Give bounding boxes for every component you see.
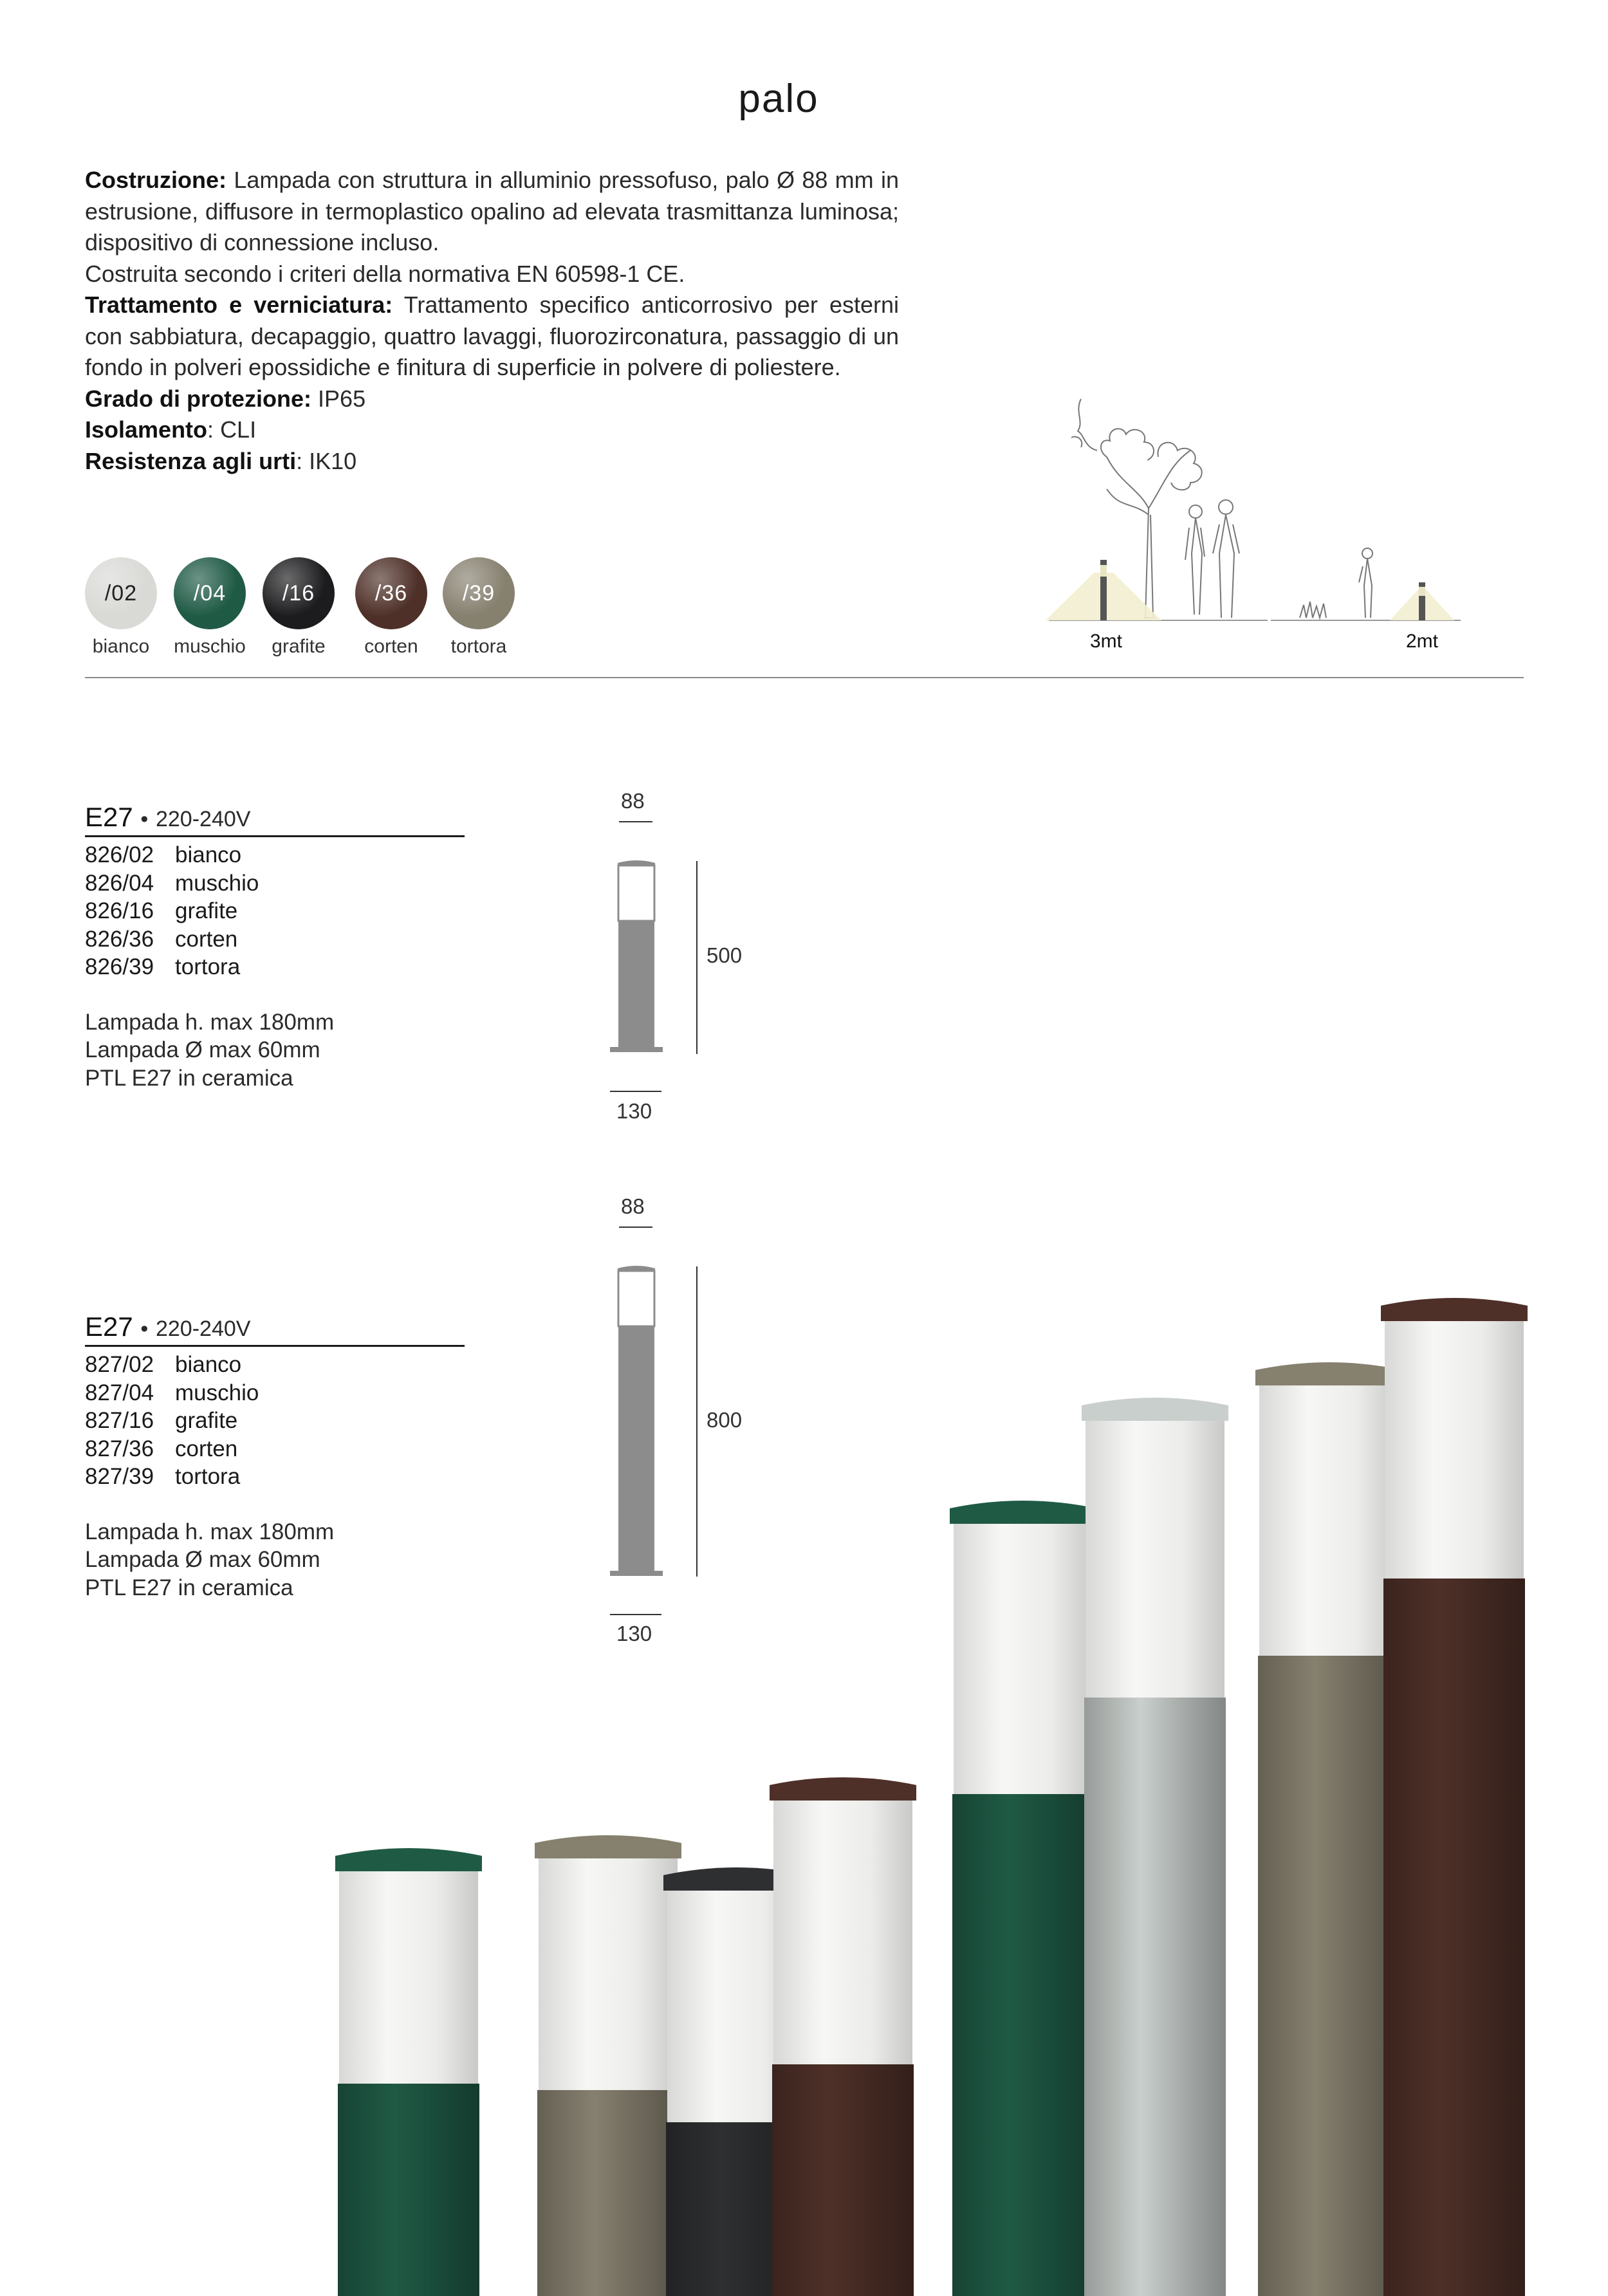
bollard-lens <box>1419 587 1425 596</box>
variant-code: 827/39 <box>85 1464 154 1489</box>
variant-name: muschio <box>175 870 259 896</box>
spec-model: E27 <box>85 802 133 832</box>
spec-separator: • <box>140 807 149 831</box>
photo-lamp <box>1381 1298 1528 2296</box>
photo-lamp <box>535 1835 681 2296</box>
variant-row <box>85 897 465 925</box>
lamp-cap <box>1255 1362 1402 1385</box>
spec-header <box>85 802 465 837</box>
finish-disc: /39 <box>443 557 515 629</box>
lamp-cap <box>950 1501 1096 1524</box>
finish-disc: /04 <box>174 557 246 629</box>
dim-tick <box>610 1091 661 1092</box>
variant-name: muschio <box>175 1380 259 1405</box>
spec-note: Lampada Ø max 60mm <box>85 1547 320 1572</box>
photo-lamp <box>950 1501 1096 2296</box>
treatment-text: Trattamento specifico anticorrosivo per esterni con sabbiatura, decapaggio, quattro lavaggi, fluorozirconatura, passaggio di un fondo in polveri epossidiche e finitura di superficie in polvere di poliestere. <box>85 292 900 380</box>
finish-name: corten <box>364 636 418 657</box>
spec-voltage: 220-240V <box>155 1317 251 1341</box>
variant-name: tortora <box>175 1464 241 1489</box>
page-title: palo <box>738 77 819 121</box>
dim-diameter: 88 <box>621 1194 645 1218</box>
lamp-cap <box>535 1835 681 1858</box>
light-cone <box>1422 589 1454 620</box>
lamp-diffuser <box>954 1524 1093 1794</box>
product-photo <box>0 1281 1608 2296</box>
light-cone <box>1046 573 1104 620</box>
lamp-body-shading <box>1383 1578 1525 2296</box>
lamp-diffuser <box>1086 1421 1224 1698</box>
photo-lamp <box>1082 1398 1228 2296</box>
protection-label: Grado di protezione: <box>85 385 312 412</box>
finish-swatch <box>174 557 246 658</box>
variant-code: 826/04 <box>85 870 154 896</box>
lamp-cap <box>335 1848 482 1871</box>
variant-name: corten <box>175 1436 238 1461</box>
lamp-cap <box>770 1777 916 1801</box>
spec-block-826 <box>85 802 465 1092</box>
protection-line <box>85 384 899 415</box>
impact-label: Resistenza agli urti <box>85 447 297 474</box>
impact-line: Resistenza agli urti: IK10 <box>85 447 357 474</box>
bollard-lens <box>1100 565 1107 577</box>
finish-swatch <box>443 557 515 658</box>
finish-disc: /02 <box>85 557 157 629</box>
lamp-cap <box>1381 1298 1528 1321</box>
lamp-diffuser <box>339 1871 478 2084</box>
dim-height: 500 <box>707 943 743 967</box>
dim-tick <box>619 821 652 822</box>
construction-text: Lampada con struttura in alluminio pressofuso, palo Ø 88 mm in estrusione, diffusore in termoplastico opalino ad elevata trasmittanza luminosa; dispositivo di connessione incluso. <box>85 167 899 255</box>
spec-note: PTL E27 in ceramica <box>85 1575 293 1600</box>
variant-code: 826/36 <box>85 926 154 952</box>
dim-base: 130 <box>616 1099 652 1123</box>
finish-swatch <box>263 557 335 658</box>
light-cone <box>1390 589 1422 620</box>
variant-row <box>85 841 465 869</box>
finish-swatch <box>355 557 427 658</box>
insulation-label: Isolamento <box>85 416 208 443</box>
variant-code: 827/02 <box>85 1352 154 1377</box>
lamp-diffuser <box>1385 1321 1524 1578</box>
finish-swatch <box>85 557 157 658</box>
dim-base: 130 <box>616 1622 652 1645</box>
spec-note: Lampada h. max 180mm <box>85 1519 335 1544</box>
spec-notes <box>85 1008 465 1093</box>
dim-height-line <box>696 861 698 1054</box>
norm-text: Costruita secondo i criteri della normativa EN 60598-1 CE. <box>85 260 685 287</box>
lamp-body-shading <box>1258 1656 1400 2296</box>
construction-paragraph <box>85 167 899 255</box>
spec-note: Lampada h. max 180mm <box>85 1009 335 1035</box>
insulation-line: Isolamento: CLI <box>85 416 257 443</box>
lamp-diffuser <box>1259 1385 1398 1656</box>
protection-value: IP65 <box>318 385 366 412</box>
variant-row <box>85 869 465 898</box>
dim-tick <box>619 1227 652 1228</box>
lamp-diffuser <box>773 1801 912 2064</box>
installation-scene <box>1042 360 1467 663</box>
scene-illustration <box>1042 360 1467 663</box>
finish-name: tortora <box>450 636 507 657</box>
construction-label: Costruzione: <box>85 167 226 193</box>
lamp-body-shading <box>952 1794 1094 2296</box>
variant-code: 827/04 <box>85 1380 154 1405</box>
spec-note: Lampada Ø max 60mm <box>85 1037 320 1062</box>
finish-name: grafite <box>272 636 326 657</box>
impact-value: IK10 <box>309 447 357 474</box>
lamp-body-shading <box>338 2084 479 2296</box>
section-divider <box>85 677 1524 678</box>
variant-list <box>85 841 465 981</box>
finish-name: bianco <box>92 636 150 657</box>
lamp-body-shading <box>772 2064 914 2296</box>
lamp-diffuser <box>539 1858 678 2090</box>
dim-diameter: 88 <box>621 789 645 813</box>
people-sketch <box>1185 500 1372 618</box>
lamp-body-shading <box>537 2090 679 2296</box>
description-block <box>85 165 899 477</box>
variant-code: 826/02 <box>85 842 154 867</box>
lamp-cap <box>1082 1398 1228 1421</box>
variant-code: 827/36 <box>85 1436 154 1461</box>
lamp-body-shading <box>1084 1698 1226 2296</box>
photo-lamp <box>770 1777 916 2296</box>
pole-drawing-826 <box>609 859 664 1055</box>
spec-note: PTL E27 in ceramica <box>85 1065 293 1091</box>
variant-name: bianco <box>175 1352 242 1377</box>
spec-separator: • <box>140 1317 149 1341</box>
variant-code: 826/16 <box>85 898 154 923</box>
scene-label-3mt: 3mt <box>1090 631 1123 652</box>
variant-code: 826/39 <box>85 954 154 979</box>
variant-code: 827/16 <box>85 1408 154 1433</box>
variant-name: tortora <box>175 954 241 979</box>
variant-name: grafite <box>175 898 238 923</box>
finish-disc: /36 <box>355 557 427 629</box>
treatment-paragraph <box>85 290 899 384</box>
variant-row <box>85 953 465 981</box>
variant-row <box>85 925 465 954</box>
photo-lamp <box>1255 1362 1402 2296</box>
dim-height: 800 <box>707 1408 743 1432</box>
finish-disc: /16 <box>263 557 335 629</box>
spec-voltage: 220-240V <box>155 807 251 831</box>
variant-name: bianco <box>175 842 242 867</box>
variant-name: grafite <box>175 1408 238 1433</box>
finish-name: muschio <box>174 636 246 657</box>
spec-model: E27 <box>85 1311 133 1342</box>
photo-lamp <box>335 1848 482 2296</box>
scene-label-2mt: 2mt <box>1406 631 1439 652</box>
insulation-value: CLI <box>220 416 257 443</box>
treatment-label: Trattamento e verniciatura: <box>85 292 393 318</box>
variant-name: corten <box>175 926 238 952</box>
